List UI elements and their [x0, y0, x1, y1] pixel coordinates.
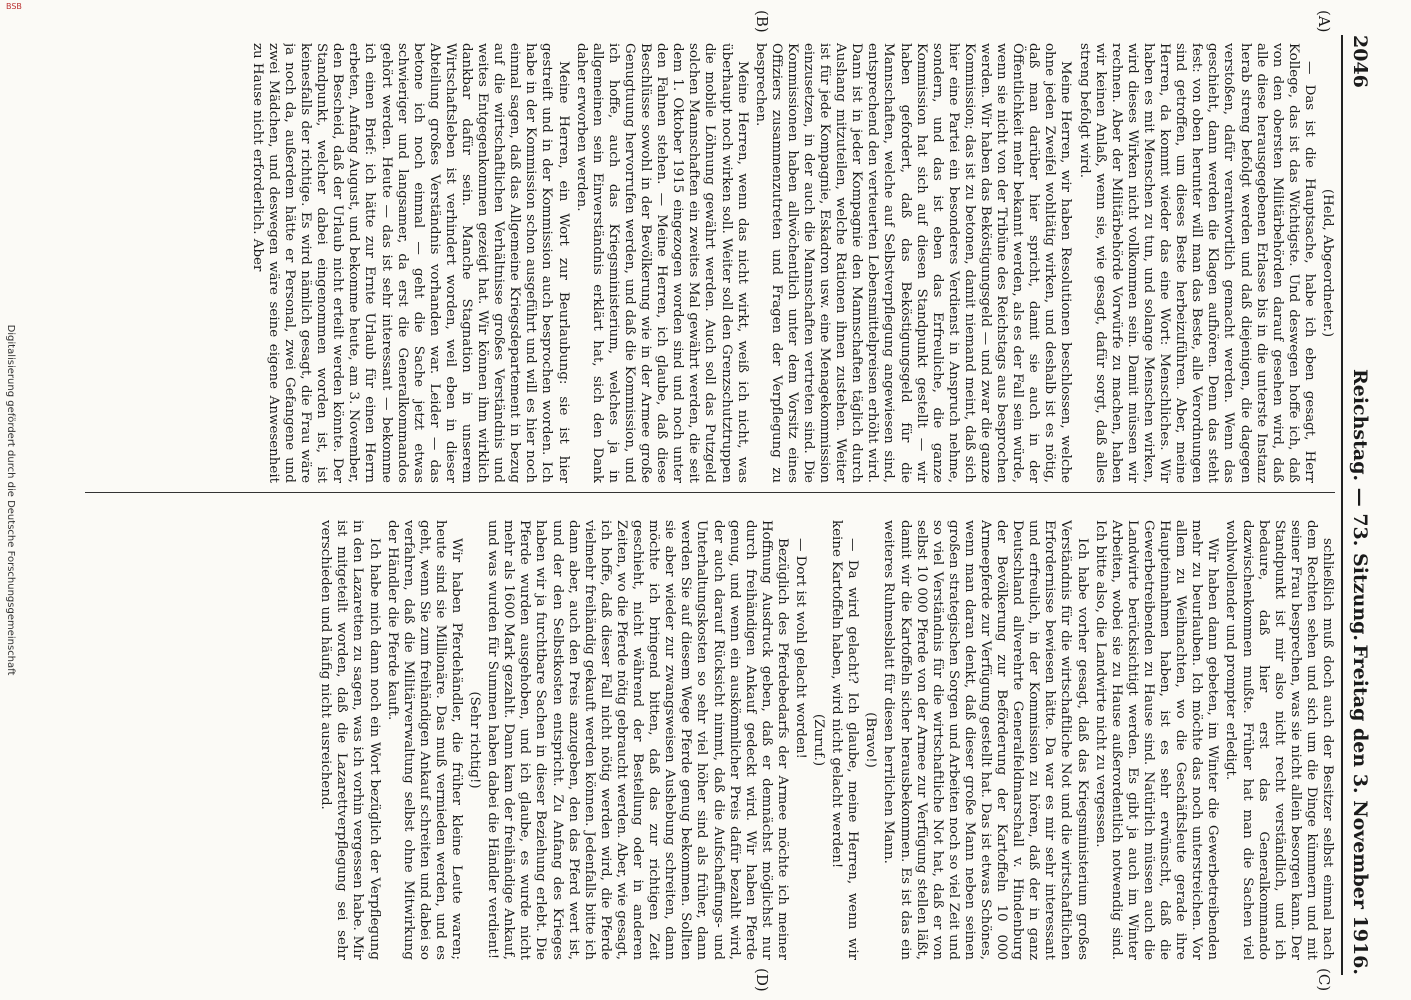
paragraph: Meine Herren, wenn das nicht wirkt, weiß ich nicht, was überhaupt noch wirken soll. Weiter soll den Grenzschutztruppen die mobile Löhnung gewährt werden. Auch soll das Putzgeld solchen Mannschaften ein zweites Mal gewährt werden, die seit dem 1. Oktober 1915 eingezogen worden sind und noch unter den Fahnen stehen. — Meine Herren, ich glaube, daß diese Beschlüsse sowohl in der Bevölkerung wie in der Armee große Genugtuung hervorrufen werden, und daß die Kommission, und ich hoffe, auch das Kriegsministerium, welches ja in allgemeinen sein Einverständnis erklärt hat, sich den Dank daher erworben werden. [573, 43, 750, 483]
paragraph: Ich habe vorher gesagt, daß das Kriegsministerium großes Verständnis für die wirtschaftliche Not und die wirtschaftlichen Erfordernisse bewiesen hätte. Da war es mir sehr interessant und erfreulich, in der Kommission zu hören, daß der in ganz Deutschland allverehrte Generalfeldmarschall v. Hindenburg der Bevölkerung zur Beförderung der Kartoffeln 10 000 Armeepferde zur Verfügung gestellt hat. Das ist etwas Schönes, wenn man daran denkt, daß dieser große Mann neben seinen großen strategischen Sorgen und Arbeiten noch so viel Zeit und so viel Verständnis für die wirtschaftliche Not hat, daß er von selbst 10 000 Pferde von der Armee zur Verfügung stellen läßt, damit wir die Kartoffeln sicher herausbekommen. Es ist das ein weiteres Ruhmesblatt für diesen herrlichen Mann. [881, 520, 1090, 960]
left-column [85, 43, 1335, 483]
page-header [1347, 35, 1371, 975]
margin-marker-d: (D) [753, 968, 771, 992]
page-number: 2046 [1349, 35, 1371, 88]
right-column [85, 520, 1335, 960]
margin-marker-c: (C) [1315, 968, 1333, 992]
session-title: Reichstag. — 73. Sitzung. [1349, 368, 1371, 642]
paragraph: Wir haben dann gebeten, im Winter die Gewerbetreibenden mehr zu beurlauben. Ich möchte das noch unterstreichen. Vor allem zu Weihnachten, wo die Geschäftsleute gerade ihre Haupteinnahmen haben, ist es sehr erwünscht, daß die Gewerbetreibenden zu Hause sind. Natürlich müssen auch die Landwirte berücksichtigt werden. Es gibt ja auch im Winter Arbeiten, wobei sie zu Hause außerordentlich notwendig sind. Ich bitte also, die Landwirte nicht zu vergessen. [1092, 520, 1221, 960]
paragraph: — Das ist die Hauptsache, habe ich eben gesagt, Herr Kollege, das ist das Wichtigste. Und deswegen hoffe ich, daß von den obersten Militärbehörden darauf gesehen wird, daß alle diese herausgegebenen Erlasse bis in die unterste Instanz herab streng befolgt werden und daß diejenigen, die dagegen verstoßen, dafür verantwortlich gemacht werden. Wenn das geschieht, dann werden die Klagen aufhören. Denn das steht fest: von oben herunter will man das Beste, alle Verordnungen sind getroffen, um dieses Beste herbeizuführen. Aber, meine Herren, da kommt wieder das eine Wort: Menschliches. Wir haben es mit Menschen zu tun, und solange Menschen wirken, wird dieses Wirken nicht vollkommen sein. Damit müssen wir rechnen. Aber der Militärbehörde Vorwürfe zu machen, haben wir keinen Anlaß, wenn sie, wie gesagt, dafür sorgt, daß alles streng befolgt wird. [1076, 43, 1317, 483]
paragraph: Meine Herren, ein Wort zur Beurlaubung: sie ist hier gestreift und in der Kommission auch besprochen worden. Ich habe in der Kommission schon ausgeführt und will es hier noch einmal sagen, daß das Allgemeine Kriegsdepartement in bezug auf die wirtschaftlichen Verhältnisse großes Verständnis und weites Entgegenkommen gezeigt hat. Wir können ihm wirklich dankbar dafür sein. Manche Stagnation in unserem Wirtschaftsleben ist verhindert worden, weil eben in dieser Abteilung großes Verständnis vorhanden war. Leider — das betone ich noch einmal — geht die Sache jetzt etwas schwieriger und langsamer, da erst die Generalkommandos gehört werden. Heute — das ist sehr interessant — bekomme ich einen Brief: ich hätte zur Ernte Urlaub für einen Herrn erbeten, Anfang August, und bekomme heute, am 3. November, den Bescheid, daß der Urlaub nicht erteilt werden könnte. Der Standpunkt, welcher dabei eingenommen worden ist, ist keinesfalls der richtige. Es wird nämlich gesagt, die Frau wäre ja noch da, außerdem hätte er Personal, zwei Gefangene und zwei Mädchen, und deswegen wäre seine eigene Anwesenheit zu Hause nicht erforderlich. Aber [249, 43, 571, 483]
paragraph: Wir haben Pferdehändler, die früher kleine Leute waren; heute sind sie Millionäre. Das muß vermieden werden, und es geht, wenn Sie zum freihändigen Ankauf schreiten und dabei so verfahren, daß die Militärverwaltung selbst ohne Mitwirkung der Händler die Pferde kauft. [384, 520, 465, 960]
paragraph: Bezüglich des Pferdebedarfs der Armee möchte ich meiner Hoffnung Ausdruck geben, daß er demnächst möglichst nur durch freihändigen Ankauf gedeckt wird. Wir haben Pferde genug, und wenn ein auskömmlicher Preis dafür bezahlt wird, der auch darauf Rücksicht nimmt, daß die Aufschaffungs- und Unterhaltungskosten so sehr viel höher sind als früher, dann werden Sie auf diesem Wege Pferde genug bekommen. Sollten sie aber wieder zur zwangsweisen Aushebung schreiten, dann möchte ich bringend bitten, daß das zur richtigen Zeit geschieht, nicht während der Bestellung oder in anderen Zeiten, wo die Pferde nötig gebraucht werden. Aber, wie gesagt, ich hoffe, daß dieser Fall nicht nötig werden wird, die Pferde vielmehr freihändig gekauft werden können. Jedenfalls bitte ich dann aber, auch den Preis anzugeben, den das Pferd wert ist, und der den Selbstkosten entspricht. Zu Anfang des Krieges haben wir ja furchtbare Sachen in dieser Beziehung erlebt. Die Pferde wurden ausgehoben, und ich glaube, es wurde nicht mehr als 1600 Mark gezahlt. Dann kam der freihändige Ankauf, und was wurden für Summen haben dabei die Händler verdient! [485, 520, 790, 960]
paragraph: — Da wird gelacht? Ich glaube, meine Herren, wenn wir keine Kartoffeln haben, wird nicht gelacht werden! [829, 520, 861, 960]
margin-marker-b: (B) [753, 10, 771, 33]
paragraph: — Dort ist wohl gelacht worden! [793, 538, 808, 759]
paragraph: Ich habe mich dann noch ein Wort bezüglich der Verpflegung in den Lazaretten zu sagen, was ich vorhin vergessen habe. Mir ist mitgeteilt worden, daß die Lazarettverpflegung sei sehr verschieden und häufig nicht ausreichend. [318, 520, 382, 960]
margin-marker-a: (A) [1315, 10, 1333, 33]
speaker-label: (Held, Abgeordneter.) [1320, 188, 1335, 338]
interjection: (Sehr richtig!) [467, 691, 483, 789]
header-rule [1341, 35, 1343, 975]
interjection: (Zuruf.) [811, 713, 827, 767]
session-date: Freitag den 3. November 1916. [1349, 644, 1371, 975]
interjection: (Bravo!) [863, 712, 879, 768]
column-divider [85, 492, 1335, 493]
paragraph: schließlich muß doch auch der Besitzer selbst einmal nach dem Rechten sehen und sich um die Dinge kümmern und mit seiner Frau besprechen, was sie nicht allein besorgen kann. Der Standpunkt ist mir also nicht recht verständlich, und ich bedaure, daß hier erst das Generalkommando dazwischenkommen mußte. Früher hat man die Sachen viel wohlwollender und prompter erledigt. [1223, 520, 1335, 960]
library-mark: BSB [6, 2, 22, 11]
digitization-footer: Digitalisierung gefördert durch die Deutsche Forschungsgemeinschaft [5, 324, 16, 676]
paragraph: Meine Herren, wir haben Resolutionen beschlossen, welche ohne jeden Zweifel wohltätig wirken, und deshalb ist es nötig, daß man darüber hier spricht, damit sie auch in der Öffentlichkeit mehr bekannt werden, als es der Fall sein würde, wenn sie nicht von der Tribüne des Reichstags aus besprochen werden. Wir haben das Beköstigungsgeld — und zwar die ganze Kommission; das ist zu betonen, damit niemand meint, daß sich hier eine Partei ein besonderes Verdienst in Anspruch nehme, sondern, und das ist eben das Erfreuliche, die ganze Kommission hat sich auf diesen Standpunkt gestellt — wir haben gefordert, daß das Beköstigungsgeld für die Mannschaften, welche auf Selbstverpflegung angewiesen sind, entsprechend den verteuerten Lebensmittelpreisen erhöht wird. Dann ist in jeder Kompagnie den Mannschaften täglich durch Aushang mitzuteilen, welche Rationen ihnen zustehen. Weiter ist für jede Kompagnie, Eskadron usw. eine Menagekommission einzusetzen, in der auch die Mannschaften vertreten sind. Die Kommissionen haben allwöchentlich unter dem Vorsitz eines Offiziers zusammenzutreten und Fragen der Verpflegung zu besprechen. [752, 43, 1074, 483]
